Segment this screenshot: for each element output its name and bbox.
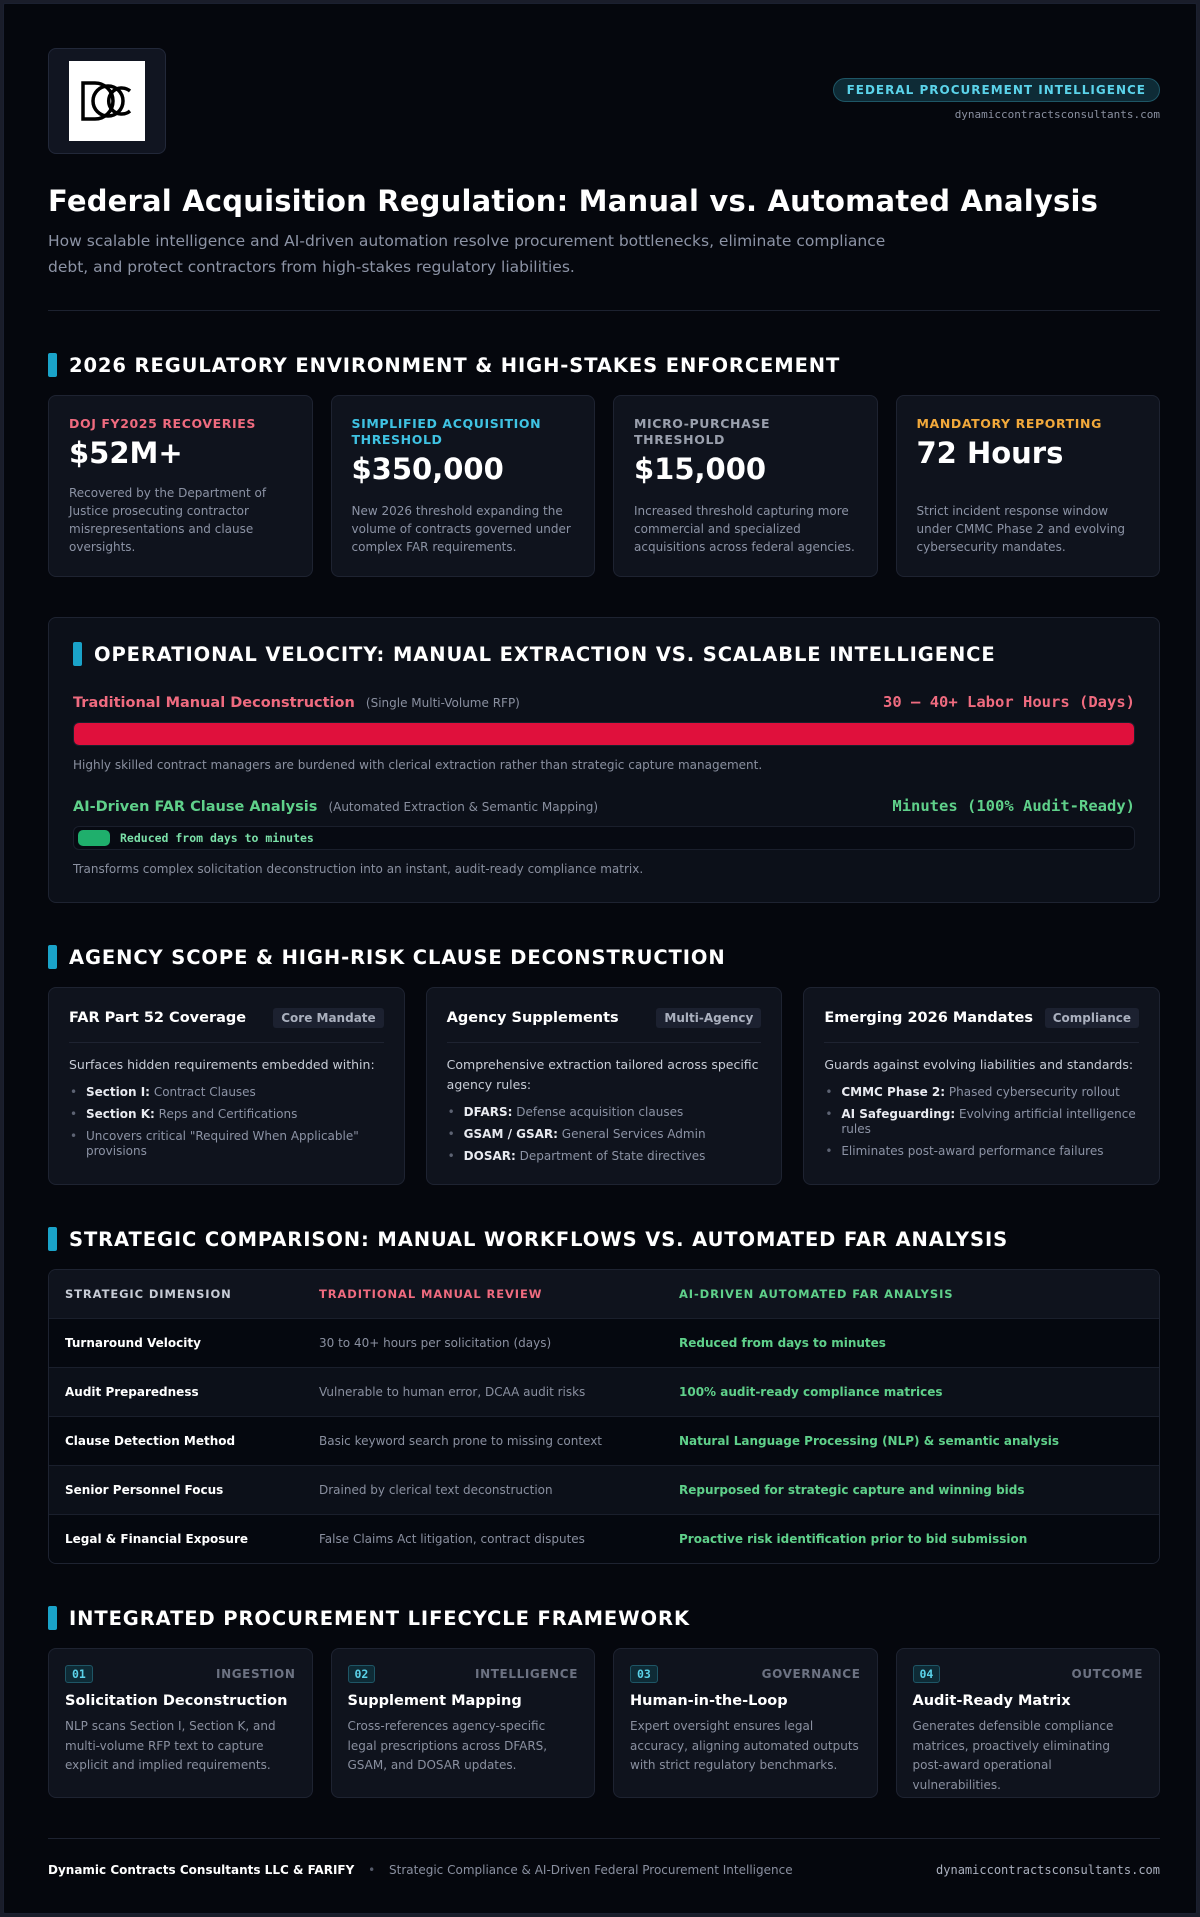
table-row <box>49 1465 1159 1514</box>
page-frame <box>3 3 1197 1914</box>
section-title: OPERATIONAL VELOCITY: MANUAL EXTRACTION VS. SCALABLE INTELLIGENCE <box>94 642 996 666</box>
column-header: AI-DRIVEN AUTOMATED FAR ANALYSIS <box>679 1287 954 1301</box>
lifecycle-steps <box>48 1648 1160 1798</box>
page-title: Federal Acquisition Regulation: Manual vs. Automated Analysis <box>48 184 1099 218</box>
step-title: Audit-Ready Matrix <box>912 1693 1071 1709</box>
table-row <box>49 1416 1159 1465</box>
section-heading-velocity <box>73 642 1135 666</box>
step-number: 02 <box>348 1665 376 1683</box>
step-number: 01 <box>65 1665 93 1683</box>
scope-card-header <box>69 1008 384 1043</box>
ai-method-sub: (Automated Extraction & Semantic Mapping) <box>328 800 599 814</box>
footer-url[interactable]: dynamiccontractsconsultants.com <box>936 1863 1160 1877</box>
stat-card-reporting <box>896 395 1161 577</box>
page-subtitle: How scalable intelligence and AI-driven automation resolve procurement bottlenecks, eliminate compliance debt, and protect contractors from high-stakes regulatory liabilities. <box>48 232 886 276</box>
table-row <box>49 1318 1159 1367</box>
stat-value: $52M+ <box>69 436 183 470</box>
table-cell-ai: Reduced from days to minutes <box>679 1336 886 1350</box>
stat-label: MICRO-PURCHASE THRESHOLD <box>634 416 771 447</box>
list-item: • CMMC Phase 2: Phased cybersecurity rollout <box>824 1085 1139 1100</box>
lifecycle-step-governance <box>613 1648 878 1798</box>
logo-container <box>48 48 166 154</box>
stat-description: New 2026 threshold expanding the volume of contracts governed under complex FAR requirements. <box>351 504 571 554</box>
ai-row <box>73 796 1135 815</box>
stat-value: $350,000 <box>351 452 504 486</box>
scope-card-header <box>824 1008 1139 1043</box>
footer-tagline: Strategic Compliance & AI-Driven Federal Procurement Intelligence <box>389 1863 793 1877</box>
scope-badge: Compliance <box>1045 1008 1139 1028</box>
step-category: GOVERNANCE <box>761 1667 861 1681</box>
table-cell-ai: Proactive risk identification prior to bid submission <box>679 1532 1028 1546</box>
list-item: • Section I: Contract Clauses <box>69 1085 384 1100</box>
section-accent-bar <box>48 1606 57 1630</box>
company-logo <box>69 61 145 141</box>
scope-title: Emerging 2026 Mandates <box>824 1010 1033 1026</box>
ai-bar-track <box>73 826 1135 850</box>
scope-card-agency-supplements <box>426 987 783 1185</box>
site-url: dynamiccontractsconsultants.com <box>954 108 1160 121</box>
stat-card-doj <box>48 395 313 577</box>
scope-title: FAR Part 52 Coverage <box>69 1010 247 1026</box>
step-description: Expert oversight ensures legal accuracy, aligning automated outputs with strict regulatory benchmarks. <box>630 1719 859 1772</box>
stat-value: 72 Hours <box>916 436 1064 470</box>
stat-card-micro-purchase <box>613 395 878 577</box>
header <box>48 48 1160 154</box>
table-cell-dimension: Audit Preparedness <box>65 1385 199 1399</box>
stat-card-sat <box>331 395 596 577</box>
velocity-panel <box>48 617 1160 903</box>
section-accent-bar <box>73 642 82 666</box>
stat-value: $15,000 <box>634 452 767 486</box>
footer <box>48 1839 1160 1877</box>
list-item: • Section K: Reps and Certifications <box>69 1107 384 1122</box>
scope-badge: Core Mandate <box>273 1008 383 1028</box>
scope-intro: Surfaces hidden requirements embedded within: <box>69 1057 375 1072</box>
step-description: Generates defensible compliance matrices, proactively eliminating post-award operational vulnerabilities. <box>912 1719 1114 1792</box>
table-row <box>49 1367 1159 1416</box>
manual-method-sub: (Single Multi-Volume RFP) <box>365 696 520 710</box>
section-title: STRATEGIC COMPARISON: MANUAL WORKFLOWS VS. AUTOMATED FAR ANALYSIS <box>69 1227 1009 1251</box>
scope-title: Agency Supplements <box>446 1010 619 1026</box>
column-header: STRATEGIC DIMENSION <box>65 1287 232 1301</box>
manual-row <box>73 692 1135 711</box>
ai-bar-fill <box>78 830 110 846</box>
ai-metric: Minutes (100% Audit-Ready) <box>892 797 1135 815</box>
scope-cards <box>48 987 1160 1185</box>
stat-label: DOJ FY2025 RECOVERIES <box>69 416 256 431</box>
table-cell-manual: False Claims Act litigation, contract disputes <box>319 1532 585 1546</box>
table-cell-ai: 100% audit-ready compliance matrices <box>679 1385 943 1399</box>
section-accent-bar <box>48 353 57 377</box>
section-heading-scope <box>48 945 1160 969</box>
section-heading-lifecycle <box>48 1606 1160 1630</box>
scope-card-header <box>447 1008 762 1043</box>
scope-card-emerging-mandates <box>803 987 1160 1185</box>
scope-list <box>824 1085 1139 1159</box>
lifecycle-step-intelligence <box>331 1648 596 1798</box>
comparison-table <box>48 1269 1160 1564</box>
table-cell-manual: 30 to 40+ hours per solicitation (days) <box>319 1336 552 1350</box>
manual-method-name: Traditional Manual Deconstruction <box>73 695 355 711</box>
section-accent-bar <box>48 945 57 969</box>
section-accent-bar <box>48 1227 57 1251</box>
scope-intro: Comprehensive extraction tailored across specific agency rules: <box>446 1057 759 1092</box>
table-cell-manual: Basic keyword search prone to missing context <box>319 1434 602 1448</box>
list-item: • Eliminates post-award performance failures <box>824 1144 1139 1159</box>
step-category: INTELLIGENCE <box>475 1667 578 1681</box>
scope-card-far-part-52 <box>48 987 405 1185</box>
stat-label: MANDATORY REPORTING <box>916 416 1102 431</box>
stat-description: Increased threshold capturing more commercial and specialized acquisitions across federal agencies. <box>634 504 855 554</box>
list-item: • DFARS: Defense acquisition clauses <box>447 1105 762 1120</box>
table-header-row <box>49 1270 1159 1318</box>
header-divider <box>48 310 1160 311</box>
ai-bar-label: Reduced from days to minutes <box>120 831 314 845</box>
step-title: Human-in-the-Loop <box>630 1693 788 1709</box>
table-row <box>49 1514 1159 1563</box>
table-cell-ai: Natural Language Processing (NLP) & semantic analysis <box>679 1434 1059 1448</box>
dcc-logo-mark <box>79 79 135 123</box>
header-meta <box>833 78 1160 121</box>
scope-list <box>69 1085 384 1159</box>
section-title: 2026 REGULATORY ENVIRONMENT & HIGH-STAKES ENFORCEMENT <box>69 353 841 377</box>
step-number: 03 <box>630 1665 658 1683</box>
ai-note: Transforms complex solicitation deconstruction into an instant, audit-ready compliance matrix. <box>73 862 644 876</box>
list-item: • DOSAR: Department of State directives <box>447 1149 762 1164</box>
table-cell-dimension: Clause Detection Method <box>65 1434 236 1448</box>
step-title: Supplement Mapping <box>347 1693 522 1709</box>
footer-company: Dynamic Contracts Consultants LLC & FARIFY <box>48 1863 355 1877</box>
step-category: OUTCOME <box>1071 1667 1143 1681</box>
manual-note: Highly skilled contract managers are burdened with clerical extraction rather than strategic capture management. <box>73 758 763 772</box>
table-cell-dimension: Senior Personnel Focus <box>65 1483 224 1497</box>
table-cell-dimension: Legal & Financial Exposure <box>65 1532 249 1546</box>
list-item: • GSAM / GSAR: General Services Admin <box>447 1127 762 1142</box>
section-title: AGENCY SCOPE & HIGH-RISK CLAUSE DECONSTRUCTION <box>69 945 726 969</box>
scope-list <box>447 1105 762 1164</box>
lifecycle-step-ingestion <box>48 1648 313 1798</box>
scope-badge: Multi-Agency <box>656 1008 761 1028</box>
stat-description: Strict incident response window under CMMC Phase 2 and evolving cybersecurity mandates. <box>916 504 1126 554</box>
section-heading-regulatory <box>48 353 1160 377</box>
list-item: • AI Safeguarding: Evolving artificial intelligence rules <box>824 1107 1139 1137</box>
stat-label: SIMPLIFIED ACQUISITION THRESHOLD <box>351 416 542 447</box>
section-title: INTEGRATED PROCUREMENT LIFECYCLE FRAMEWORK <box>69 1606 690 1630</box>
scope-intro: Guards against evolving liabilities and standards: <box>824 1057 1134 1072</box>
step-number: 04 <box>913 1665 941 1683</box>
table-cell-ai: Repurposed for strategic capture and winning bids <box>679 1483 1025 1497</box>
manual-bar-track <box>73 722 1135 746</box>
manual-metric: 30 – 40+ Labor Hours (Days) <box>883 693 1135 711</box>
step-description: NLP scans Section I, Section K, and multi-volume RFP text to capture explicit and implied requirements. <box>65 1719 276 1772</box>
table-cell-manual: Vulnerable to human error, DCAA audit risks <box>319 1385 586 1399</box>
step-category: INGESTION <box>216 1667 296 1681</box>
stat-cards <box>48 395 1160 577</box>
page-content <box>48 48 1160 1877</box>
category-pill: FEDERAL PROCUREMENT INTELLIGENCE <box>833 78 1160 102</box>
footer-separator: • <box>368 1863 376 1877</box>
list-item: • Uncovers critical "Required When Applicable" provisions <box>69 1129 384 1159</box>
ai-method-name: AI-Driven FAR Clause Analysis <box>73 799 318 815</box>
column-header: TRADITIONAL MANUAL REVIEW <box>319 1287 543 1301</box>
section-heading-comparison <box>48 1227 1160 1251</box>
table-cell-dimension: Turnaround Velocity <box>65 1336 201 1350</box>
step-description: Cross-references agency-specific legal prescriptions across DFARS, GSAM, and DOSAR updates. <box>347 1719 548 1772</box>
manual-bar-fill <box>74 723 1134 745</box>
stat-description: Recovered by the Department of Justice prosecuting contractor misrepresentations and clause oversights. <box>69 486 267 554</box>
step-title: Solicitation Deconstruction <box>65 1693 288 1709</box>
lifecycle-step-outcome <box>896 1648 1161 1798</box>
table-cell-manual: Drained by clerical text deconstruction <box>319 1483 553 1497</box>
